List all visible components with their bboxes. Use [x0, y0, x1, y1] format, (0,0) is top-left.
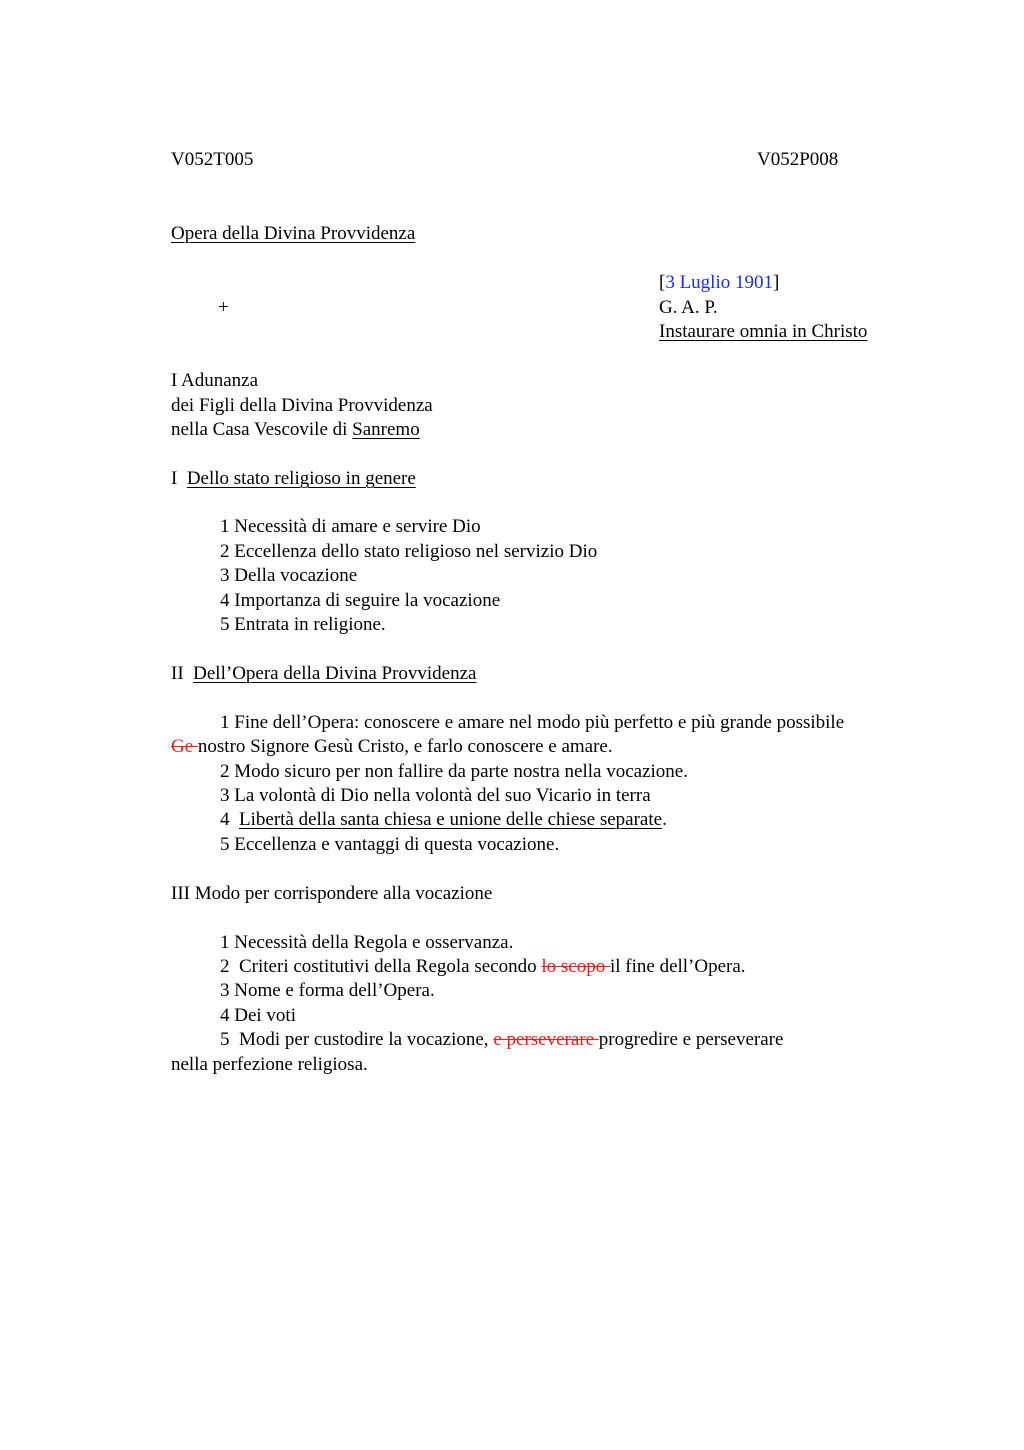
section-2-item-4	[220, 810, 667, 829]
document-code-left: V052T005	[171, 149, 254, 170]
section-3-item-5-pre: 5 Modi per custodire la vocazione,	[220, 1029, 494, 1050]
motto: Instaurare omnia in Christo	[659, 321, 868, 342]
section-1-heading	[171, 469, 416, 488]
date-open-bracket: [	[659, 272, 666, 293]
section-2-title: Dell’Opera della Divina Provvidenza	[193, 663, 477, 684]
meeting-line-3-prefix: nella Casa Vescovile di	[171, 419, 353, 440]
section-3-item-1: 1 Necessità della Regola e osservanza.	[220, 932, 514, 953]
struck-text: Ge	[171, 736, 198, 757]
section-2-item-1-line-1: 1 Fine dell’Opera: conoscere e amare nel modo più perfetto e più grande possibile	[220, 712, 845, 733]
section-3-item-2-post: il fine dell’Opera.	[609, 956, 746, 977]
section-2-item-4-text: Libertà della santa chiesa e unione delle chiese separate	[239, 809, 663, 830]
section-1-item: 4 Importanza di seguire la vocazione	[220, 590, 501, 611]
struck-text: lo scopo	[541, 956, 610, 977]
section-3-heading: III Modo per corrispondere alla vocazione	[171, 883, 493, 904]
meeting-place: Sanremo	[352, 419, 420, 440]
section-3-item-5	[220, 1030, 783, 1049]
initials: G. A. P.	[659, 297, 718, 318]
section-2-item-1-line-2	[171, 737, 613, 756]
section-3-item-2	[220, 957, 746, 976]
section-1-item: 5 Entrata in religione.	[220, 614, 386, 635]
document-title: Opera della Divina Provvidenza	[171, 223, 416, 244]
section-2-item-1-continuation: nostro Signore Gesù Cristo, e farlo conoscere e amare.	[197, 736, 613, 757]
meeting-line-3	[171, 420, 420, 439]
section-2-heading	[171, 664, 476, 683]
section-1-item: 1 Necessità di amare e servire Dio	[220, 516, 481, 537]
section-3-item-5-line-2: nella perfezione religiosa.	[171, 1054, 368, 1075]
section-1-title: Dello stato religioso in genere	[186, 468, 416, 489]
struck-text: e perseverare	[493, 1029, 599, 1050]
section-1-numeral: I	[171, 468, 178, 489]
section-3-item-5-post: progredire e perseverare	[598, 1029, 784, 1050]
section-1-item: 2 Eccellenza dello stato religioso nel servizio Dio	[220, 541, 598, 562]
section-3-item-2-pre: 2 Criteri costitutivi della Regola secondo	[220, 956, 542, 977]
date-close-bracket: ]	[773, 272, 780, 293]
cross-symbol: +	[218, 297, 229, 318]
dateline	[659, 273, 779, 292]
meeting-line-2: dei Figli della Divina Provvidenza	[171, 395, 433, 416]
section-2-item-4-end: .	[662, 809, 667, 830]
section-2-item-2: 2 Modo sicuro per non fallire da parte nostra nella vocazione.	[220, 761, 688, 782]
section-3-item-3: 3 Nome e forma dell’Opera.	[220, 980, 435, 1001]
section-2-numeral: II	[171, 663, 184, 684]
section-1-item: 3 Della vocazione	[220, 565, 358, 586]
section-2-item-5: 5 Eccellenza e vantaggi di questa vocazione.	[220, 834, 560, 855]
section-2-item-3: 3 La volontà di Dio nella volontà del suo Vicario in terra	[220, 785, 651, 806]
meeting-line-1: I Adunanza	[171, 370, 259, 391]
section-2-item-4-number: 4	[220, 809, 239, 830]
date-text: 3 Luglio 1901	[665, 272, 773, 293]
document-code-right: V052P008	[757, 149, 839, 170]
section-3-item-4: 4 Dei voti	[220, 1005, 296, 1026]
